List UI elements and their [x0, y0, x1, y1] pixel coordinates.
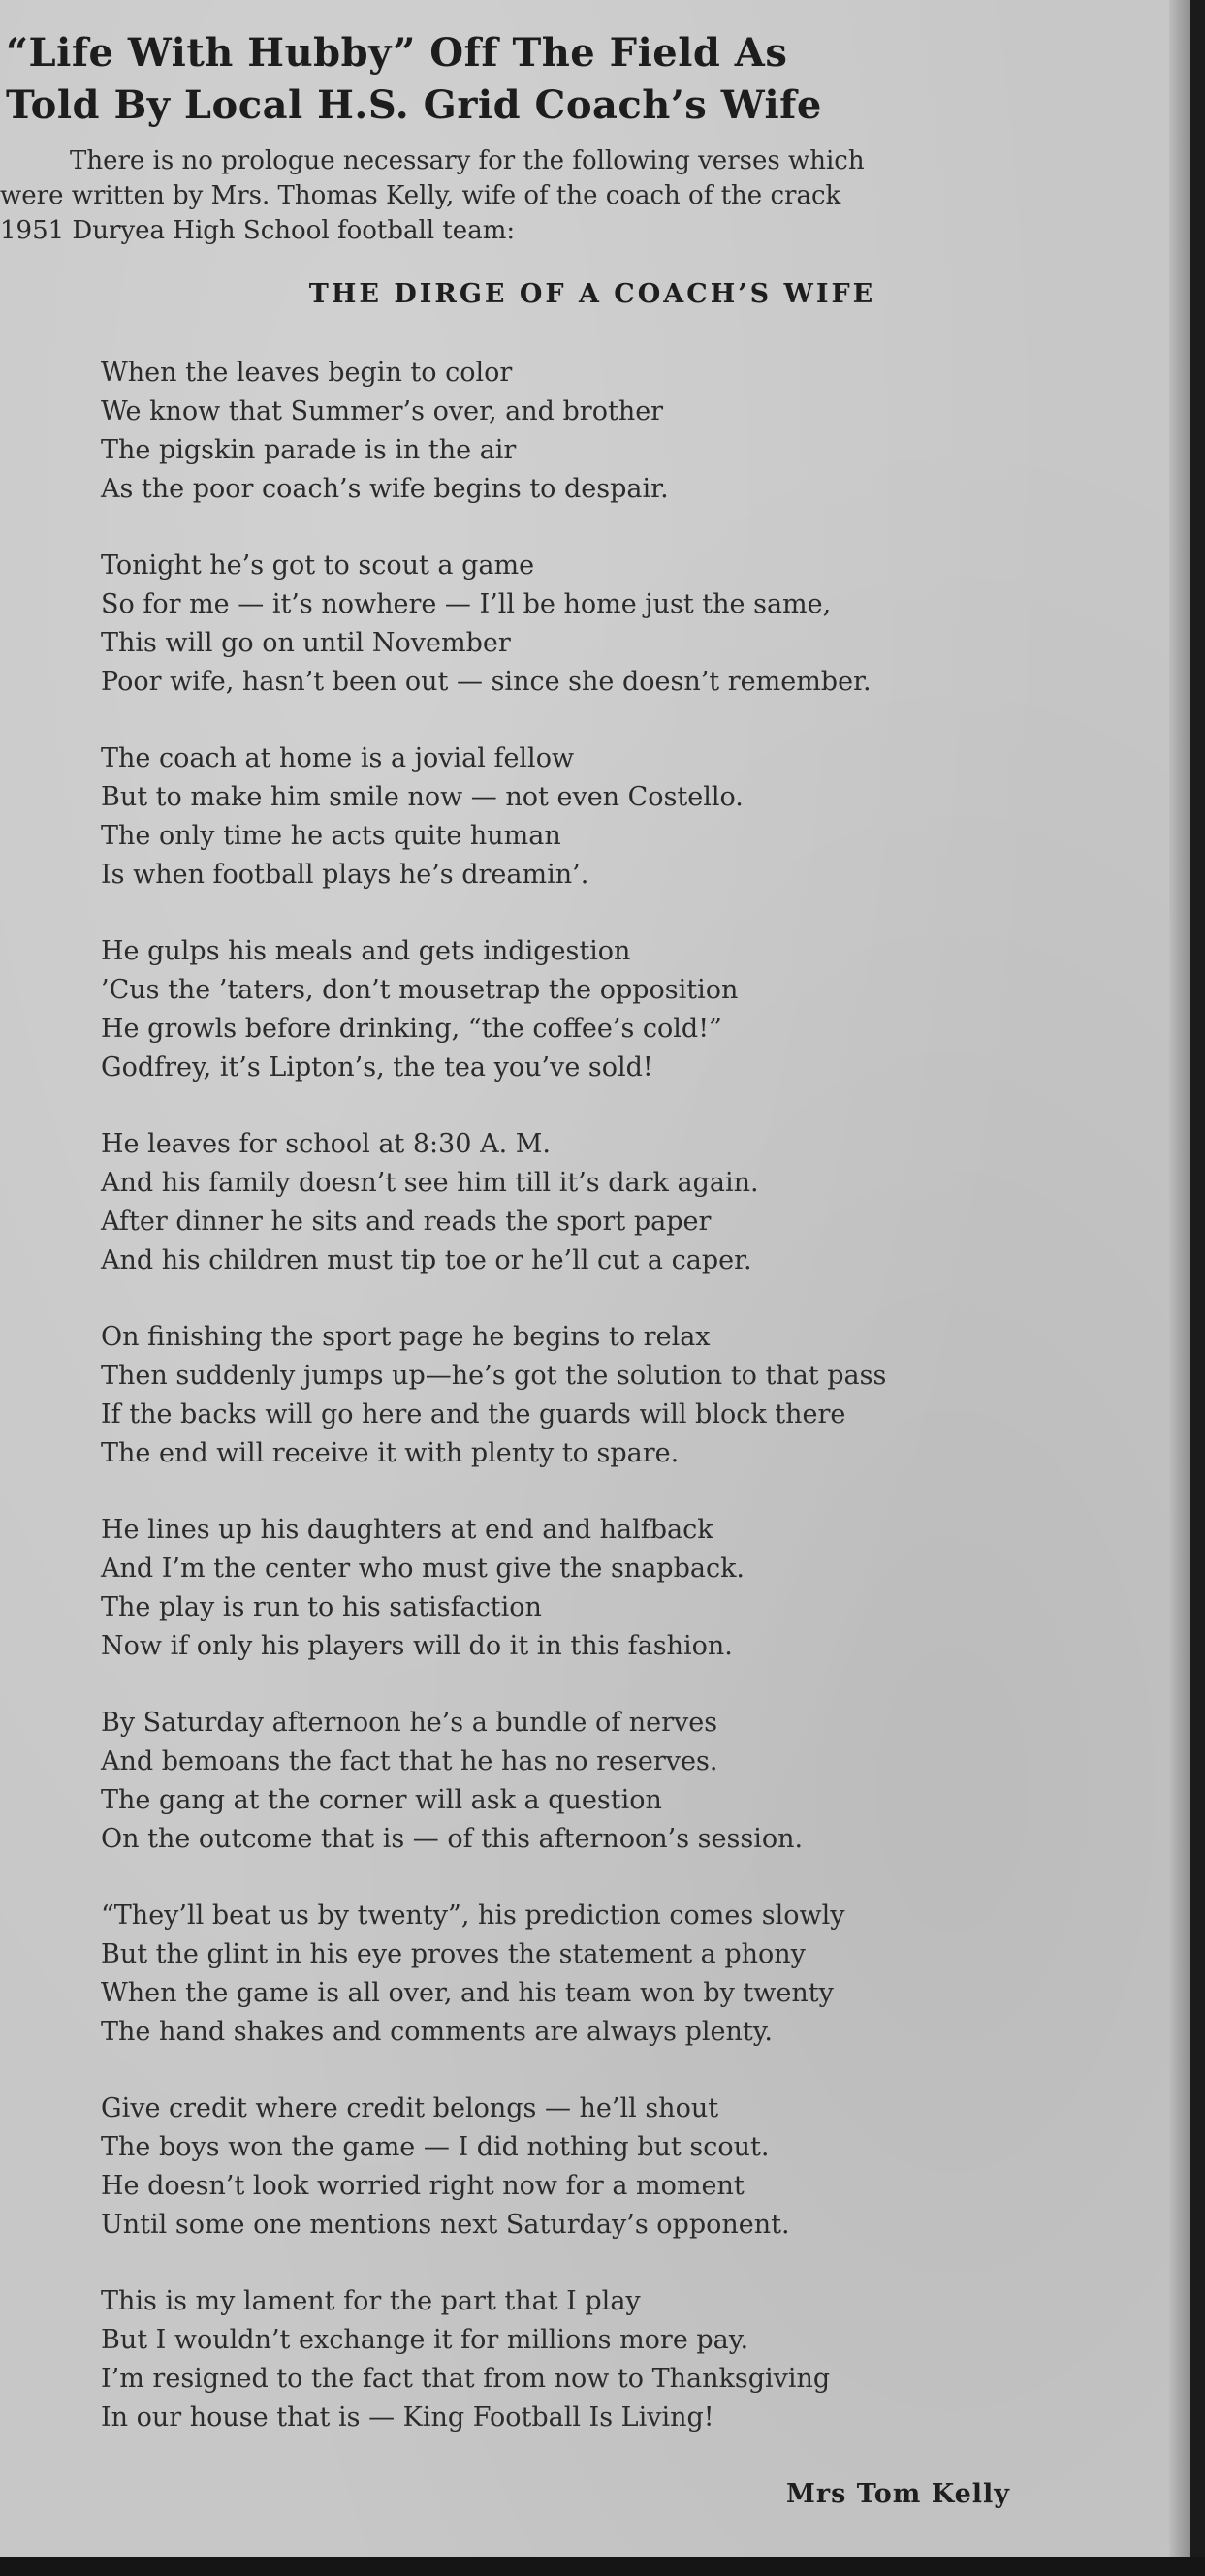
scan-border [0, 2557, 1205, 2576]
poem-line: This is my lament for the part that I play [101, 2286, 641, 2316]
poem-stanza [101, 2089, 1157, 2245]
poem-stanza [101, 1704, 1157, 1859]
poem-line: The gang at the corner will ask a question [101, 1785, 662, 1815]
poem-stanza [101, 547, 1157, 702]
poem-line: On finishing the sport page he begins to relax [101, 1322, 711, 1352]
poem-stanza [101, 1897, 1157, 2052]
poem-line: So for me — it’s nowhere — I’ll be home just the same, [101, 589, 832, 619]
poem-line: He growls before drinking, “the coffee’s cold!” [101, 1014, 722, 1044]
poem-line: But to make him smile now — not even Costello. [101, 782, 744, 812]
poem-line: The hand shakes and comments are always plenty. [101, 2017, 773, 2047]
poem-line: And his family doesn’t see him till it’s dark again. [101, 1168, 759, 1198]
poem-line: The pigskin parade is in the air [101, 435, 517, 465]
poem-line: This will go on until November [101, 628, 511, 658]
poem-line: As the poor coach’s wife begins to despair. [101, 474, 669, 504]
headline [6, 27, 975, 132]
poem-stanza [101, 1318, 1157, 1473]
poem-line: The play is run to his satisfaction [101, 1592, 542, 1622]
poem-line: On the outcome that is — of this afternoon’s session. [101, 1824, 804, 1854]
poem-line: Then suddenly jumps up—he’s got the solution to that pass [101, 1361, 887, 1391]
headline-line-2: Told By Local H.S. Grid Coach’s Wife [6, 82, 822, 128]
poem-line: He gulps his meals and gets indigestion [101, 936, 631, 966]
poem-line: Give credit where credit belongs — he’ll shout [101, 2093, 719, 2123]
poem-line: And his children must tip toe or he’ll cut a caper. [101, 1245, 752, 1275]
poem-line: “They’ll beat us by twenty”, his prediction comes slowly [101, 1901, 845, 1931]
poem-line: Is when football plays he’s dreamin’. [101, 860, 589, 890]
poem-line: And bemoans the fact that he has no reserves. [101, 1746, 718, 1776]
poem-stanza [101, 739, 1157, 895]
poem-line: Poor wife, hasn’t been out — since she doesn’t remember. [101, 667, 872, 697]
poem-line: He leaves for school at 8:30 A. M. [101, 1129, 551, 1159]
poem-line: Godfrey, it’s Lipton’s, the tea you’ve sold! [101, 1052, 653, 1083]
poem-line: And I’m the center who must give the snapback. [101, 1554, 745, 1584]
poem-line: By Saturday afternoon he’s a bundle of nerves [101, 1708, 718, 1738]
intro-line-3: 1951 Duryea High School football team: [0, 216, 516, 245]
poem-line: He lines up his daughters at end and halfback [101, 1515, 713, 1545]
poem-line: Until some one mentions next Saturday’s opponent. [101, 2210, 790, 2240]
poem-stanza [101, 932, 1157, 1087]
poem-line: We know that Summer’s over, and brother [101, 396, 664, 426]
poem-line: The boys won the game — I did nothing but scout. [101, 2132, 770, 2162]
poem-body [101, 354, 1157, 2437]
poem-stanza [101, 354, 1157, 509]
poem-line: Tonight he’s got to scout a game [101, 550, 535, 581]
poem-line: Now if only his players will do it in this fashion. [101, 1631, 733, 1661]
poem-line: The coach at home is a jovial fellow [101, 743, 575, 773]
intro-line-1: There is no prologue necessary for the following verses which [70, 146, 865, 175]
poem-line: When the leaves begin to color [101, 358, 513, 388]
headline-line-1: “Life With Hubby” Off The Field As [6, 30, 788, 76]
paper-edge [1169, 0, 1190, 2559]
poem-line: After dinner he sits and reads the sport paper [101, 1207, 712, 1237]
intro-paragraph [0, 143, 1185, 248]
poem-stanza [101, 2282, 1157, 2437]
poem-stanza [101, 1511, 1157, 1666]
poem-line: When the game is all over, and his team won by twenty [101, 1978, 834, 2008]
poem-signature: Mrs Tom Kelly [786, 2479, 1010, 2509]
poem-line: The end will receive it with plenty to spare. [101, 1438, 680, 1468]
poem-stanza [101, 1125, 1157, 1280]
intro-line-2: were written by Mrs. Thomas Kelly, wife of the coach of the crack [0, 181, 841, 210]
poem-line: The only time he acts quite human [101, 821, 561, 851]
poem-line: If the backs will go here and the guards will block there [101, 1399, 846, 1429]
poem-line: But the glint in his eye proves the statement a phony [101, 1939, 806, 1969]
poem-title: THE DIRGE OF A COACH’S WIFE [308, 279, 876, 309]
poem-line: I’m resigned to the fact that from now to Thanksgiving [101, 2364, 831, 2394]
poem-line: In our house that is — King Football Is Living! [101, 2403, 714, 2433]
poem-line: But I wouldn’t exchange it for millions more pay. [101, 2325, 749, 2355]
poem-line: ’Cus the ’taters, don’t mousetrap the opposition [101, 975, 739, 1005]
poem-line: He doesn’t look worried right now for a moment [101, 2171, 745, 2201]
